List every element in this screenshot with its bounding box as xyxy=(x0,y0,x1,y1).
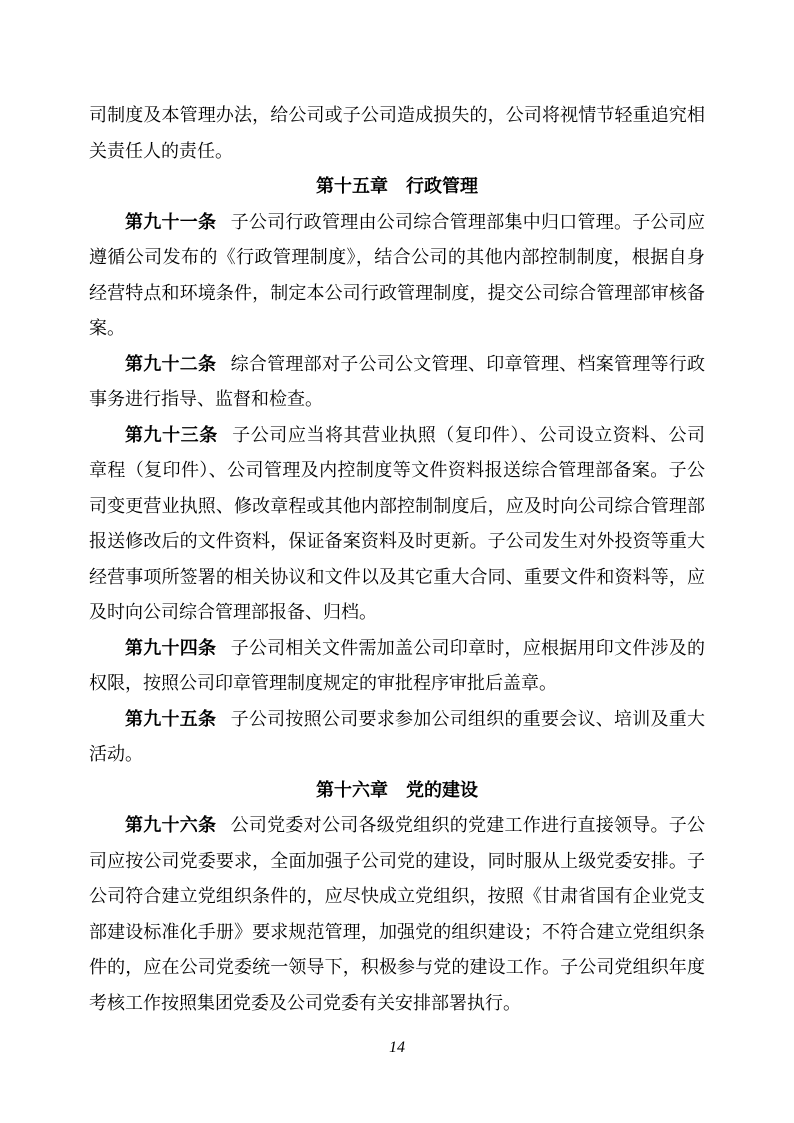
chapter-16-title: 第十六章 党的建设 xyxy=(316,779,478,800)
article-93-label: 第九十三条 xyxy=(125,424,218,445)
article-91-text: 子公司行政管理由公司综合管理部集中归口管理。子公司应遵循公司发布的《行政管理制度》，结合公司的其他内部控制制度，根据自身经营特点和环境条件，制定本公司行政管理制度，提交公司综合管理部审核备案。 xyxy=(89,211,706,338)
page-number: 14 xyxy=(389,1039,405,1056)
article-95-text: 子公司按照公司要求参加公司组织的重要会议、培训及重大活动。 xyxy=(89,708,706,764)
continuation-paragraph: 司制度及本管理办法，给公司或子公司造成损失的，公司将视情节轻重追究相关责任人的责任。 xyxy=(89,105,705,161)
article-92-paragraph xyxy=(89,347,705,418)
article-91-paragraph xyxy=(89,205,705,347)
article-92-text: 综合管理部对子公司公文管理、印章管理、档案管理等行政事务进行指导、监督和检查。 xyxy=(89,353,706,409)
document-content xyxy=(89,98,705,1021)
article-96-label: 第九十六条 xyxy=(125,815,217,835)
chapter-15-title: 第十五章 行政管理 xyxy=(316,176,478,196)
article-94-paragraph xyxy=(89,631,705,702)
article-92-label: 第九十二条 xyxy=(125,353,217,374)
article-96-text: 公司党委对公司各级党组织的党建工作进行直接领导。子公司应按公司党委要求，全面加强子公司党的建设，同时服从上级党委安排。子公司符合建立党组织条件的，应尽快成立党组织，按照《甘肃省国有企业党支部建设标准化手册》要求规范管理，加强党的组织建设；不符合建立党组织条件的，应在公司党委统一领导下，积极参与党的建设工作。子公司党组织年度考核工作按照集团党委及公司党委有关安排部署执行。 xyxy=(89,815,706,1013)
article-95-paragraph xyxy=(89,702,705,773)
article-94-text: 子公司相关文件需加盖公司印章时，应根据用印文件涉及的权限，按照公司印章管理制度规定的审批程序审批后盖章。 xyxy=(89,637,706,693)
page-footer xyxy=(0,1039,794,1057)
article-94-label: 第九十四条 xyxy=(125,637,217,658)
article-93-paragraph xyxy=(89,418,705,631)
article-96-paragraph xyxy=(89,808,705,1021)
article-93-text: 子公司应当将其营业执照（复印件）、公司设立资料、公司章程（复印件）、公司管理及内控制度等文件资料报送综合管理部备案。子公司变更营业执照、修改章程或其他内部控制制度后，应及时向公司综合管理部报送修改后的文件资料，保证备案资料及时更新。子公司发生对外投资等重大经营事项所签署的相关协议和文件以及其它重大合同、重要文件和资料等，应及时向公司综合管理部报备、归档。 xyxy=(89,424,706,622)
article-91-label: 第九十一条 xyxy=(125,211,217,232)
article-95-label: 第九十五条 xyxy=(125,708,217,729)
